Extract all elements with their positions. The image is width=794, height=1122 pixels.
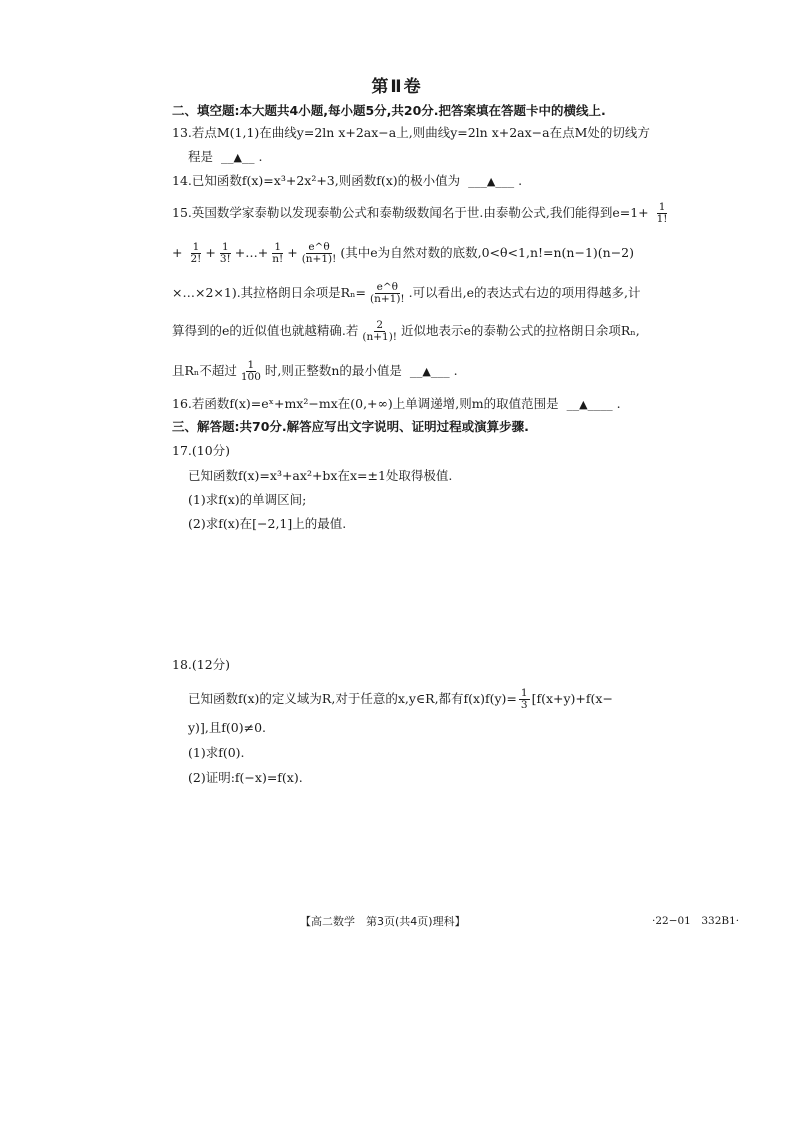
q13-line1: 13.若点M(1,1)在曲线y=2ln x+2ax−a上,则曲线y=2ln x+2ax−a在点M处的切线方 (172, 125, 650, 140)
q13-answer-blank: __▲__ (221, 149, 255, 164)
q13-line2: 程是 __▲__ . (188, 148, 262, 167)
q15-line1: 15.英国数学家泰勒以发现泰勒公式和泰勒级数闻名于世.由泰勒公式,我们能得到e=1+ $\frac{1}{1!}$ (172, 201, 668, 225)
triangle-icon: ▲ (422, 365, 431, 378)
page-title: 第Ⅱ卷 (371, 77, 423, 97)
fraction: $\frac{2}{(n+1)!}$ (362, 319, 398, 343)
q15-line2: + $\frac{1}{2!}$ + $\frac{1}{3!}$ +…+ $\frac{1}{n!}$ + $\frac{e\^{}\theta}{(n+1)!}$ (其中e为自然对数的底数,0<θ<1,n!=n(n−1)(n−2) (172, 241, 635, 265)
q18-part1: (1)求f(0). (188, 745, 245, 760)
triangle-icon: ▲ (486, 175, 496, 188)
q18-part2: (2)证明:f(−x)=f(x). (188, 770, 303, 785)
fraction: $\frac{1}{n!}$ (272, 241, 284, 265)
q17-part2: (2)求f(x)在[−2,1]上的最值. (188, 516, 347, 531)
triangle-icon: ▲ (233, 151, 242, 164)
fraction: $\frac{1}{1!}$ (656, 201, 668, 225)
fraction: $\frac{1}{3!}$ (219, 241, 231, 265)
fraction: $\frac{1}{100}$ (240, 359, 261, 383)
q15-line4: 算得到的e的近似值也就越精确.若 $\frac{2}{(n+1)!}$ 近似地表示e的泰勒公式的拉格朗日余项Rₙ, (172, 319, 640, 343)
fraction: $\frac{1}{2!}$ (190, 241, 202, 265)
q14-answer-blank: ___▲___ (468, 173, 515, 188)
section-2-heading: 二、填空题:本大题共4小题,每小题5分,共20分.把答案填在答题卡中的横线上. (172, 103, 606, 118)
q17-heading: 17.(10分) (172, 443, 231, 458)
q18-heading: 18.(12分) (172, 657, 231, 672)
q16-answer-blank: __▲____ (566, 396, 613, 411)
q17-stem: 已知函数f(x)=x³+ax²+bx在x=±1处取得极值. (188, 468, 453, 483)
q14-text: 14.已知函数f(x)=x³+2x²+3,则函数f(x)的极小值为 (172, 173, 461, 188)
q14-line: 14.已知函数f(x)=x³+2x²+3,则函数f(x)的极小值为 ___▲___ . (172, 172, 522, 191)
q15-line3: ×…×2×1).其拉格朗日余项是Rₙ= $\frac{e\^{}\theta}{(n+1)!}$ .可以看出,e的表达式右边的项用得越多,计 (172, 281, 641, 305)
fraction: $\frac{e\^{}\theta}{(n+1)!}$ (301, 241, 337, 265)
q15-line5: 且Rₙ不超过 $\frac{1}{100}$ 时,则正整数n的最小值是 __▲___ . (172, 359, 458, 383)
q15-answer-blank: __▲___ (409, 363, 450, 378)
q18-stem: 已知函数f(x)的定义域为R,对于任意的x,y∈R,都有f(x)f(y)= $\frac{1}{3}$ [f(x+y)+f(x− (188, 687, 613, 711)
q13-text: 程是 (188, 149, 214, 164)
triangle-icon: ▲ (579, 398, 588, 411)
fraction: $\frac{1}{3}$ (520, 687, 528, 711)
q16-line: 16.若函数f(x)=eˣ+mx²−mx在(0,+∞)上单调递增,则m的取值范围是 __▲____ . (172, 395, 621, 414)
q17-part1: (1)求f(x)的单调区间; (188, 492, 307, 507)
page-footer: 【高二数学 第3页(共4页)理科】 (300, 915, 466, 928)
fraction: $\frac{e\^{}\theta}{(n+1)!}$ (369, 281, 405, 305)
q18-stem-cont: y)],且f(0)≠0. (188, 720, 267, 735)
paper-code: ·22−01 332B1· (652, 915, 740, 927)
section-3-heading: 三、解答题:共70分.解答应写出文字说明、证明过程或演算步骤. (172, 419, 529, 434)
